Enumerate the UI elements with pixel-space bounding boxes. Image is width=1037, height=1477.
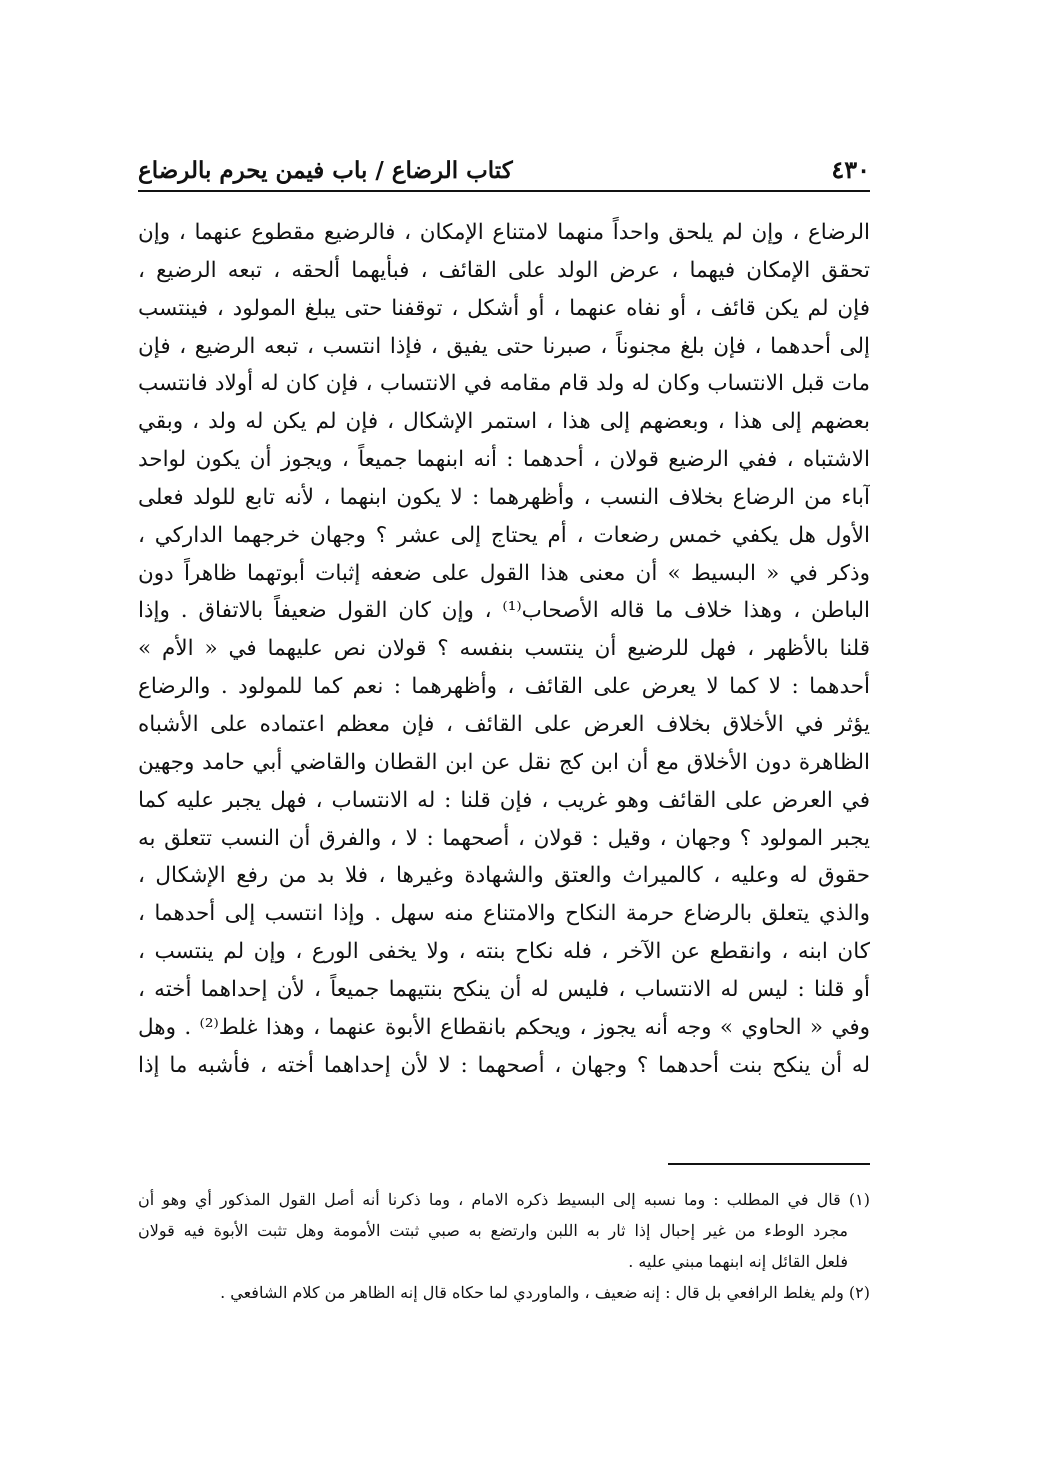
text-line: في العرض على القائف وهو غريب ، فإن قلنا : له الانتساب ، فهل يجبر عليه كما [138,787,870,813]
footnote-2-line: (٢) ولم يغلط الرافعي بل قال : إنه ضعيف ، والماوردي لما حكاه قال إنه الظاهر من كلام الشافعي . [220,1283,870,1302]
text-line: يجبر المولود ؟ وجهان ، وقيل : قولان ، أصحهما : لا ، والفرق أن النسب تتعلق به [138,825,870,851]
text-line: إلى أحدهما ، فإن بلغ مجنوناً ، صبرنا حتى يفيق ، فإذا انتسب ، تبعه الرضيع ، فإن [138,333,870,359]
text-line: بعضهم إلى هذا ، وبعضهم إلى هذا ، استمر الإشكال ، فإن لم يكن له ولد ، وبقي [138,409,870,435]
footnote-1-line: فلعل القائل إنه ابنهما مبني عليه . [628,1252,848,1271]
text-line: حقوق له وعليه ، كالميراث والعتق والشهادة وغيرها ، فلا بد من رفع الإشكال ، [138,863,870,889]
text-line: أو قلنا : ليس له الانتساب ، فليس له أن ينكح بنتيهما جميعاً ، لأن إحداهما أخته ، [138,976,870,1002]
page-number: ٤٣٠ [831,155,870,184]
running-title: كتاب الرضاع / باب فيمن يحرم بالرضاع [138,157,513,184]
page-header [138,140,870,184]
text-line: مات قبل الانتساب وكان له ولد قام مقامه في الانتساب ، فإن كان له أولاد فانتسب [138,371,870,397]
footnote-1-line: (١) قال في المطلب : وما نسبه إلى البسيط ذكره الامام ، وما ذكرنا أنه أصل القول المذكور أي وهو أن [138,1190,870,1209]
text-line: قلنا بالأظهر ، فهل للرضيع أن ينتسب بنفسه ؟ قولان نص عليهما في « الأم » [138,636,870,662]
text-line: الاشتباه ، ففي الرضيع قولان ، أحدهما : أنه ابنهما جميعاً ، ويجوز أن يكون لواحد [138,447,870,473]
footnote-1-line: مجرد الوطء من غير إحبال إذا ثار به اللبن وارتضع به صبي ثبتت الأمومة وهل تثبت الأبوة فيه قولان [138,1221,848,1240]
text-line: يؤثر في الأخلاق بخلاف العرض على القائف ، فإن معظم اعتماده على الأشباه [138,711,870,737]
text-line: أحدهما : لا كما لا يعرض على القائف ، وأظهرهما : نعم كما للمولود . والرضاع [138,674,870,700]
text-line: تحقق الإمكان فيهما ، عرض الولد على القائف ، فبأيهما ألحقه ، تبعه الرضيع ، [138,257,870,283]
text-line: والذي يتعلق بالرضاع حرمة النكاح والامتناع منه سهل . وإذا انتسب إلى أحدهما ، [138,901,870,927]
text-line: الباطن ، وهذا خلاف ما قاله الأصحاب⁽¹⁾ ، وإن كان القول ضعيفاً بالاتفاق . وإذا [138,598,870,624]
text-line: الرضاع ، وإن لم يلحق واحداً منهما لامتناع الإمكان ، فالرضيع مقطوع عنهما ، وإن [138,220,870,245]
text-line: وذكر في « البسيط » أن معنى هذا القول على ضعفه إثبات أبوتهما ظاهراً دون [138,560,870,586]
text-line: الأول هل يكفي خمس رضعات ، أم يحتاج إلى عشر ؟ وجهان خرجهما الداركي ، [138,522,870,548]
main-text [138,214,870,1084]
text-line: آباء من الرضاع بخلاف النسب ، وأظهرهما : لا يكون ابنهما ، لأنه تابع للولد فعلى [138,484,870,510]
text-line: فإن لم يكن قائف ، أو نفاه عنهما ، أو أشكل ، توقفنا حتى يبلغ المولود ، فينتسب [138,295,870,321]
text-line: له أن ينكح بنت أحدهما ؟ وجهان ، أصحهما : لا لأن إحداهما أخته ، فأشبه ما إذا [138,1052,870,1078]
text-line: الظاهرة دون الأخلاق مع أن ابن كج نقل عن ابن القطان والقاضي أبي حامد وجهين [138,749,870,775]
text-line: وفي « الحاوي » وجه أنه يجوز ، ويحكم بانقطاع الأبوة عنهما ، وهذا غلط⁽²⁾ . وهل [138,1014,870,1040]
footnotes [138,1184,870,1308]
footnote-separator [668,1163,870,1165]
text-line: كان ابنه ، وانقطع عن الآخر ، فله نكاح بنته ، ولا يخفى الورع ، وإن لم ينتسب ، [138,939,870,965]
header-rule [138,190,870,192]
